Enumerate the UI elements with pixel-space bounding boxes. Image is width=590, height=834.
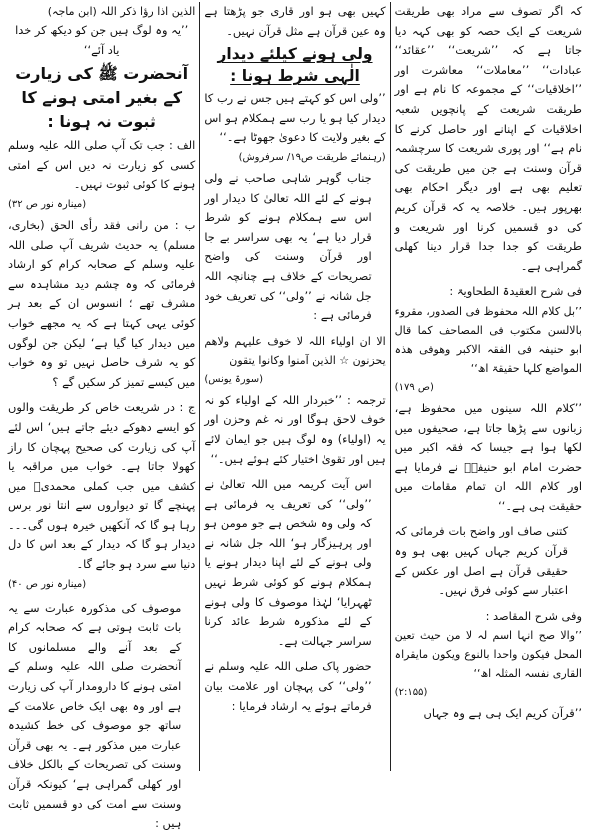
paragraph-quran-one: ’’قرآن کریم ایک ہی ہے وہ جہاں: [423, 706, 582, 721]
column-left: [4, 2, 199, 831]
arabic-hadith-ibn-majah: الذین اذا رؤا ذکر اللہ (ابن ماجہ): [47, 5, 196, 18]
citation-label-tahawiya: فی شرح العقیدۃ الطحاویۃ :: [449, 284, 582, 299]
reference-rahnuma: (رہنمائے طریقت ص١٩/ سرفروش): [238, 151, 386, 163]
reference-surah-yunus: (سورۃ یونس): [204, 373, 264, 385]
paragraph-shariat-definition: کہ اگر تصوف سے مراد بھی طریقت شریعت کے ایک حصہ کو بھی کہہ دیا جاتا ہے کہ ’’شریعت‘‘ ’’عقائد‘‘ عبادات‘‘ ’’معاملات‘‘ معاشرت اور ’’اخلاقیات‘‘ کے مجموعہ کا نام ہے اور طریقت شریعت کے پانچویں شعبہ اخلاقیات کے اپنانے اور حاصل کرنے کا نام ہے‘‘ اور پوری شریعت کا سرچشمہ قرآن وسنت ہے جن میں طریقت کی تعلیم بھی ہے اور دیگر احکام بھی بھرپور ہیں۔ خلاصہ یہ کہ قرآن کریم کی دو قسمیں کرنا اور شریعت و طریقت کو جدا جدا قرار دینا کھلی گمراہی ہے۔: [394, 4, 582, 273]
quote-wali-definition: ’’ولی اس کو کہتے ہیں جس نے رب کا دیدار کیا ہو یا رب سے ہمکلام ہو اس کے بغیر ولایت کا دعویٰ جھوٹا ہے۔‘‘: [204, 91, 386, 145]
paragraph-conclusion: موصوف کی مذکورہ عبارت سے یہ بات ثابت ہوتی ہے کہ صحابہ کرام کے بعد آنے والے مسلمانوں کا آنحضرت صلی اللہ علیہ وسلم کے امتی ہونے کا دارومدار آپ کی زیارت ہے اور وہ بھی ایک خاص علامت کے ساتھ جو موصوف کی خط کشیدہ عبارت میں مذکور ہے۔ یہ بھی قرآن وسنت کی تصریحات کے بالکل خلاف اور کھلی گمراہی ہے‘ کیونکہ قرآن وسنت سے امت کی دو قسمیں ثابت ہیں :: [8, 600, 182, 831]
paragraph-bay: ب : من رانی فقد رأی الحق (بخاری، مسلم) یہ حدیث شریف آپ صلی اللہ علیہ وسلم کے صحابہ کرام کو ارشاد فرمائی کہ وہ چشم دید مشاہدہ سے مشرف تھے ؛ انسوس ان کے بعد ہر کوئی یہی کہتا ہے کہ یہ مجھے خواب میں دیدار کیا گیا ہے‘ لیکن جن لوگوں کو یہ شرف حاصل نہیں تو وہ خواب میں کیسے تمیز کر سکیں گے ؟: [8, 217, 196, 389]
paragraph-gohar-shahi-claim: جناب گوہر شاہی صاحب نے ولی ہونے کے لئے اللہ تعالیٰ کا دیدار اور اس سے ہمکلام ہونے کو شرط قرار دیا ہے‘ یہ بھی سراسر بے جا اور قرآن وسنت کی واضح تصریحات کے خلاف ہے چنانچہ اللہ جل شانہ نے ’’ولی‘‘ کی تعریف خود فرمائی ہے :: [204, 170, 372, 323]
column-middle: [200, 2, 389, 771]
paragraph-alif: الف : جب تک آپ صلی اللہ علیہ وسلم کسی کو زیارت نہ دیں اس کے امتی ہونے کا کوئی ثبوت نہیں۔: [8, 138, 196, 192]
reference-minara-noor-32: (مینارہ نور ص ۳۲): [8, 198, 87, 210]
reference-volume-page: (۲:۱۵۵): [394, 687, 428, 699]
paragraph-jeem: ج : در شریعت خاص کر طریقت والوں کو ایسے دھوکے دیئے جاتے ہیں‘ اس لئے آپ کی زیارت کی صحیح پہچان کا راز کھولا جاتا ہے۔ خواب میں مراقبہ یا کشف میں جب کملی محمدیؐ میں پہنچے گا تو دیواروں سے انتا نور برس رہا ہو گا کہ آنکھیں خیرہ ہوں گی۔۔۔ دیدار ہو گا کہ دیدار کے بعد اس کا دل دنیا سے سرد ہو جائے گا۔: [8, 400, 196, 572]
reference-page-number: (ص ١٧٩): [394, 381, 434, 393]
paragraph-translation-quran: ’’کلام اللہ سینوں میں محفوظ ہے، زبانوں سے پڑھا جاتا ہے، صحیفوں میں لکھا ہوا ہے جیسا کہ فقہ اکبر میں حضرت امام ابو حنیفہؒ نے فرمایا ہے اور کلام اللہ ان تمام مقامات میں حقیقت ہی ہے۔‘‘: [394, 400, 582, 513]
arabic-quote-maqasid: ’’والا صح انہا اسم لہ لا من حیث تعین المحل فیکون واحدا بالنوع ویکون مایقراہ القاری نفسہ المثلہ اھ‘‘: [394, 629, 582, 681]
section-heading-ziyarat: آنحضرت ﷺ کی زیارت کے بغیر امتی ہونے کا ثبوت نہ ہونا :: [15, 64, 189, 132]
reference-minara-noor-40: (مینارہ نور ص ۴۰): [8, 578, 87, 590]
paragraph-clear-statement: کتنی صاف اور واضح بات فرمائی کہ قرآن کریم جہاں کہیں بھی ہو وہ حقیقی قرآن ہے اصل اور عکس کے اعتبار سے کوئی فرق نہیں۔: [394, 524, 568, 598]
column-right: [391, 2, 586, 771]
arabic-verse-yunus: الا ان اولیاء اللہ لا خوف علیہم ولاھم یحزنون ☆ الذین آمنوا وکانوا یتقون: [204, 334, 386, 367]
section-heading-wali-condition: ولی ہونے کیلئے دیدار الٰہی شرط ہونا :: [217, 45, 373, 86]
arabic-quote-tahawiya: ’’بل کلام اللہ محفوظ فی الصدور، مقروء بالالسن مکتوب فی المصاحف کما قال ابو حنیفہ فی الفقہ الاکبر وھوفی ھذہ المواضع کلہا حقیقۃ اھ‘‘: [394, 304, 582, 375]
paragraph-continuation: کہیں بھی ہو اور قاری جو پڑھتا ہے وہ عین قرآن ہے مثل قرآن نہیں۔: [204, 4, 386, 38]
paragraph-verse-explanation: اس آیت کریمہ میں اللہ تعالیٰ نے ’’ولی‘‘ کی تعریف یہ فرمائی ہے کہ ولی وہ شخص ہے جو مومن ہو اور پرہیزگار ہو‘ اللہ جل شانہ نے ولی ہونے کے لئے اپنا دیدار ہونے یا ہمکلام ہونے کو کوئی شرط نہیں ٹھہرایا‘ لہٰذا موصوف کا ولی ہونے کے لئے مذکورہ شرط عائد کرنا سراسر جہالت ہے۔: [204, 477, 372, 648]
quote-remember-god: ’’یہ وہ لوگ ہیں جن کو دیکھ کر خدا یاد آئے‘‘: [15, 23, 189, 57]
citation-label-maqasid: وفی شرح المقاصد :: [485, 608, 582, 623]
paragraph-verse-translation: ترجمہ : ’’خبردار اللہ کے اولیاء کو نہ خوف لاحق ہوگا اور نہ غم وحزن اور یہ (اولیاء) وہ لوگ ہیں جو ایمان لائے ہیں اور تقویٰ اختیار کئے ہوئے ہیں۔‘‘: [204, 392, 386, 466]
paragraph-hadith-intro: حضور پاک صلی اللہ علیہ وسلم نے ’’ولی‘‘ کی پہچان اور علامت بیان فرماتے ہوئے یہ ارشاد فرمایا :: [204, 659, 372, 713]
